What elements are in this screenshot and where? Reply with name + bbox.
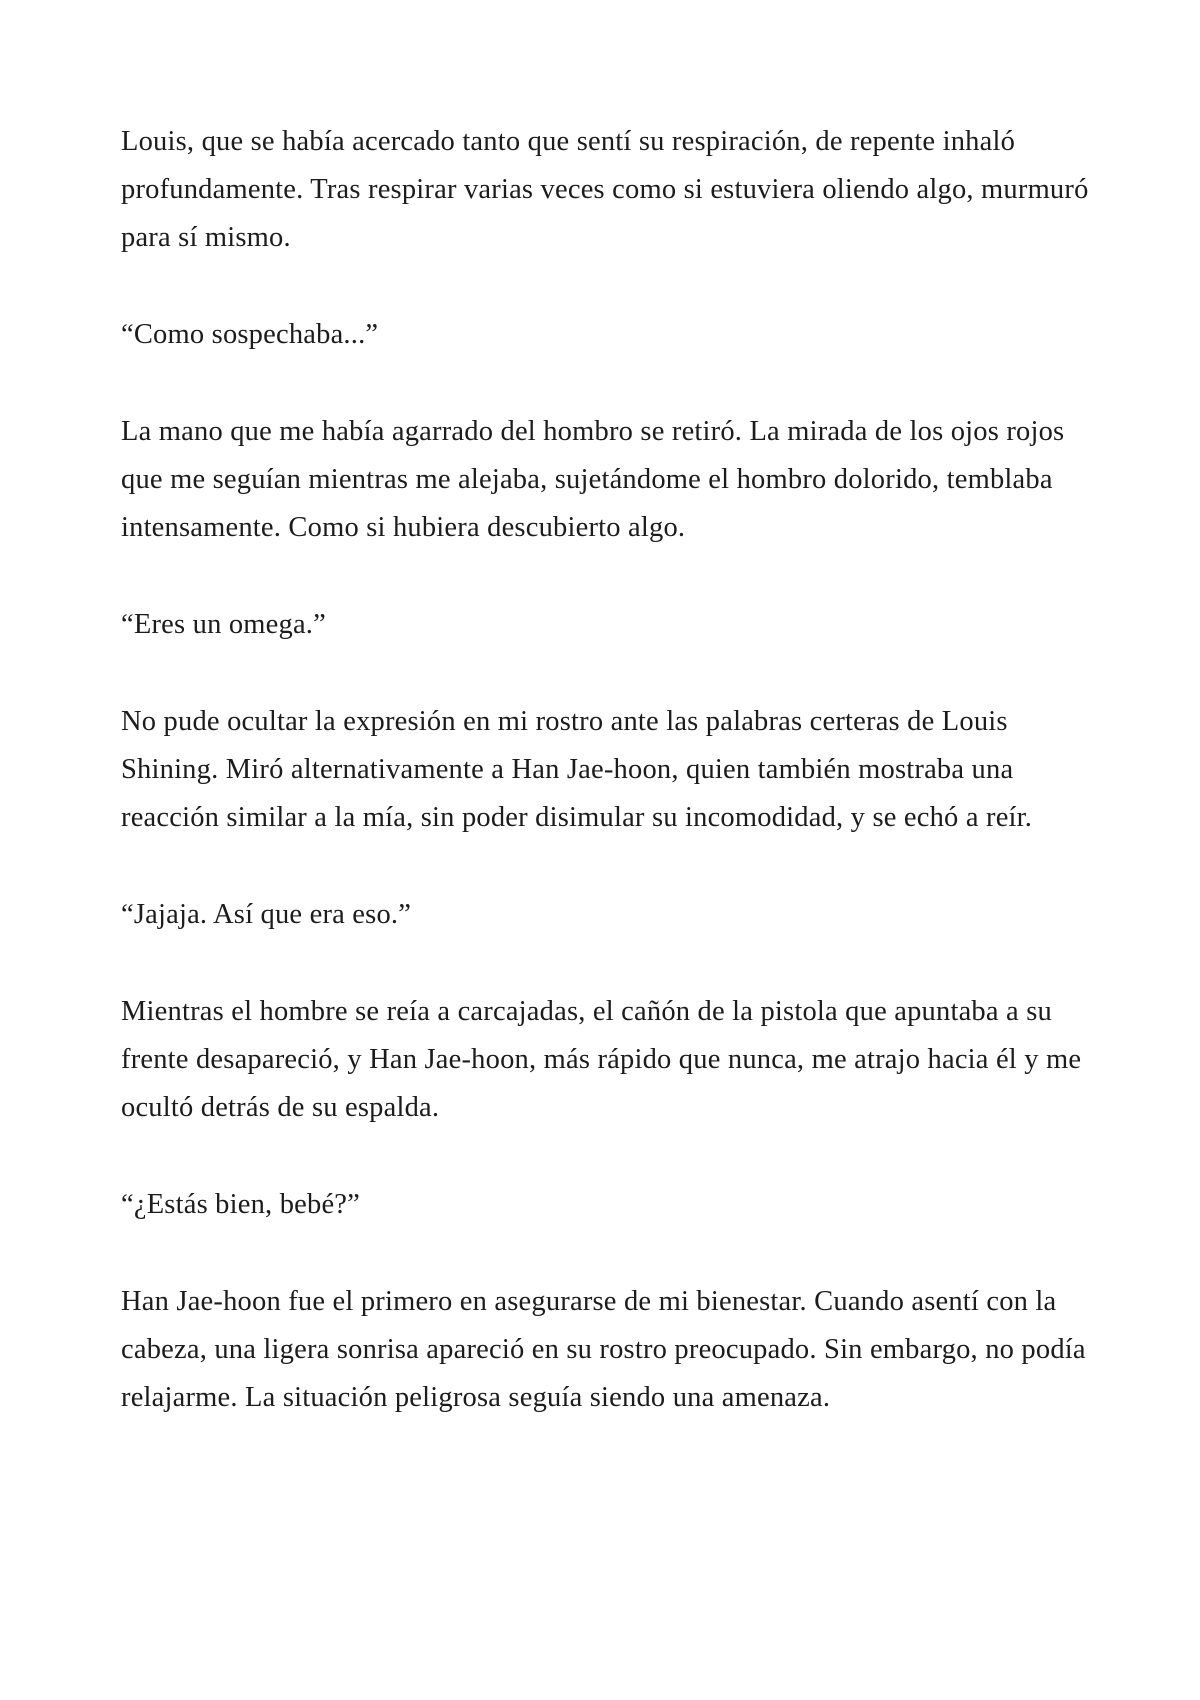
paragraph-narration-1: Louis, que se había acercado tanto que sentí su respiración, de repente inhaló profundamente. Tras respirar varias veces como si estuviera oliendo algo, murmuró para sí mismo. — [121, 126, 1089, 253]
paragraph-dialogue-2: “Eres un omega.” — [121, 609, 326, 640]
document-page — [121, 118, 1091, 1471]
paragraph-narration-3: No pude ocultar la expresión en mi rostro ante las palabras certeras de Louis Shining. Miró alternativamente a Han Jae-hoon, quien también mostraba una reacción similar a la mía, sin poder disimular su incomodidad, y se echó a reír. — [121, 706, 1033, 833]
paragraph-narration-5: Han Jae-hoon fue el primero en asegurarse de mi bienestar. Cuando asentí con la cabeza, una ligera sonrisa apareció en su rostro preocupado. Sin embargo, no podía relajarme. La situación peligrosa seguía siendo una amenaza. — [121, 1286, 1086, 1413]
paragraph-dialogue-3: “Jajaja. Así que era eso.” — [121, 899, 412, 930]
paragraph-narration-2: La mano que me había agarrado del hombro se retiró. La mirada de los ojos rojos que me seguían mientras me alejaba, sujetándome el hombro dolorido, temblaba intensamente. Como si hubiera descubierto algo. — [121, 416, 1065, 543]
paragraph-dialogue-4: “¿Estás bien, bebé?” — [121, 1189, 360, 1220]
paragraph-narration-4: Mientras el hombre se reía a carcajadas, el cañón de la pistola que apuntaba a su frente desapareció, y Han Jae-hoon, más rápido que nunca, me atrajo hacia él y me ocultó detrás de su espalda. — [121, 996, 1082, 1123]
paragraph-dialogue-1: “Como sospechaba...” — [121, 319, 379, 350]
